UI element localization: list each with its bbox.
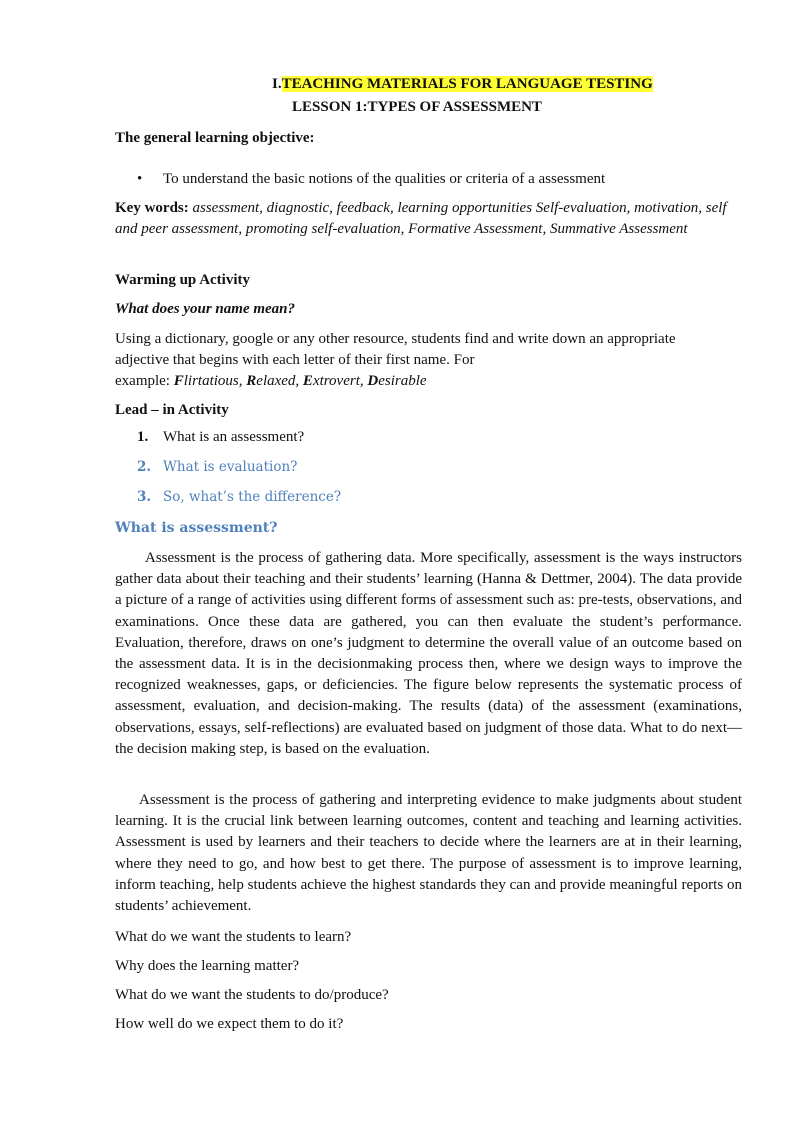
- assessment-heading: What is assessment?: [115, 520, 278, 536]
- warmup-heading: Warming up Activity: [115, 272, 251, 288]
- question-line: How well do we expect them to do it?: [115, 1016, 344, 1032]
- question-line: What do we want the students to do/produce?: [115, 987, 389, 1003]
- list-number: 1.: [137, 429, 149, 445]
- warmup-subheading: What does your name mean?: [115, 301, 296, 317]
- warmup-example: [115, 371, 742, 392]
- example-word: Flirtatious, Relaxed, Extrovert, Desirable: [173, 373, 427, 389]
- objective-heading: The general learning objective:: [115, 130, 315, 146]
- list-number: 3.: [137, 489, 152, 505]
- title-highlighted: TEACHING MATERIALS FOR LANGUAGE TESTING: [281, 76, 653, 92]
- question-line: What do we want the students to learn?: [115, 929, 352, 945]
- title-prefix: I.: [272, 76, 282, 92]
- bullet-icon: •: [137, 171, 143, 187]
- keywords-text: assessment, diagnostic, feedback, learning opportunities Self-evaluation, motivation, self and peer assessment, promoting self-evaluation, Formative Assessment, Summative Assessment: [115, 200, 727, 237]
- lesson-title: LESSON 1:TYPES OF ASSESSMENT: [292, 99, 542, 115]
- leadin-heading: Lead – in Activity: [115, 402, 229, 418]
- list-item: So, what’s the difference?: [163, 489, 342, 505]
- assessment-paragraph-2: Assessment is the process of gathering and interpreting evidence to make judgments about student learning. It is the crucial link between learning outcomes, content and teaching and learning activities. Assessment is used by learners and their teachers to decide where the learners are at in their learning, where they need to go, and how best to get there. The purpose of assessment is to improve learning, inform teaching, help students achieve the highest standards they can and provide meaningful reports on students’ achievement.: [115, 792, 742, 915]
- keywords: [115, 198, 742, 240]
- question-line: Why does the learning matter?: [115, 958, 300, 974]
- objective-bullet: To understand the basic notions of the qualities or criteria of a assessment: [163, 171, 606, 187]
- list-item: What is an assessment?: [163, 429, 305, 445]
- list-item: What is evaluation?: [163, 459, 298, 475]
- example-label: example:: [115, 373, 174, 389]
- list-number: 2.: [137, 459, 152, 475]
- warmup-body-line1: Using a dictionary, google or any other resource, students find and write down an appropriate: [115, 331, 676, 347]
- assessment-paragraph-1: Assessment is the process of gathering data. More specifically, assessment is the ways instructors gather data about their teaching and their students’ learning (Hanna & Dettmer, 2004). The data provide a picture of a range of activities using different forms of assessment such as: pre-tests, observations, and examinations. Once these data are gathered, you can then evaluate the student’s performance. Evaluation, therefore, draws on one’s judgment to determine the overall value of an outcome based on the assessment data. It is in the decisionmaking process then, where we design ways to improve the recognized weaknesses, gaps, or deficiencies. The figure below represents the systematic process of assessment, evaluation, and decision-making. The results (data) of the assessment (examinations, observations, essays, self-reflections) are evaluated based on judgment of those data. What to do next—the decision making step, is based on the evaluation.: [115, 550, 742, 757]
- warmup-body-line2: adjective that begins with each letter of their first name. For: [115, 352, 475, 368]
- keywords-label: Key words:: [115, 200, 189, 216]
